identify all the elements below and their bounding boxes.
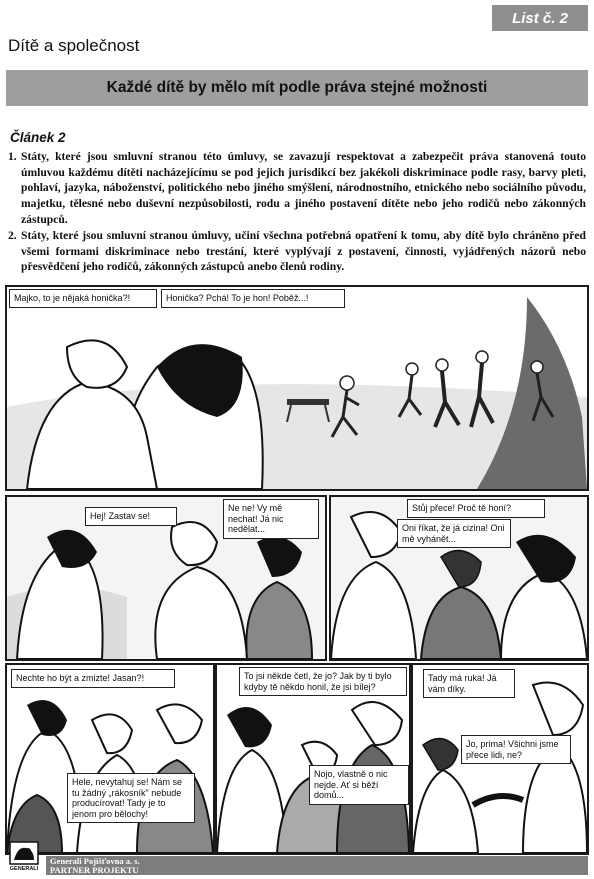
panel-4-illustration [7,665,213,853]
clause-text: Státy, které jsou smluvní stranou úmluvy, učiní všechna potřebná opatření k tomu, aby dítě bylo chráněno před všemi formami diskriminace nebo trestání, které vyplývají z postavení, činnosti, vyjádřených názorů nebo přesvědčení jeho rodičů, zákonných zástupců anebo členů rodiny. [21,229,586,274]
clause-number: 1. [8,150,17,163]
speech-bubble: Tady má ruka! Já vám díky. [423,669,515,698]
panel-1-illustration [7,287,587,489]
clause-number: 2. [8,229,17,242]
comic-panel-5 [215,663,411,855]
comic-panel-1 [5,285,589,491]
article-clause-2 [8,228,586,275]
page-title: Dítě a společnost [8,36,140,55]
article-heading: Článek 2 [10,130,66,145]
speech-bubble: Hele, nevytahuj se! Nám se tu žádný „rákosník" nebude producírovat! Tady je to jenom pro bělochy! [67,773,195,823]
speech-bubble: Nechte ho být a zmizte! Jasan?! [11,669,175,688]
banner-text: Každé dítě by mělo mít podle práva stejné možnosti [106,79,488,96]
speech-bubble: Honička? Pchá! To je hon! Poběž...! [161,289,345,308]
generali-logo [6,840,42,876]
speech-bubble: To jsi někde četl, že jo? Jak by ti bylo kdyby tě někdo honil, že jsi bílej? [239,667,407,696]
comic-panel-3 [329,495,589,661]
footer-partner-text [50,857,140,875]
speech-bubble: Stůj přece! Proč tě honí? [407,499,545,518]
speech-bubble: Jo, prima! Všichni jsme přece lidi, ne? [461,735,571,764]
speech-bubble: Ne ne! Vy mě nechat! Já nic nedělat... [223,499,319,539]
logo-wordmark: GENERALI [9,866,39,872]
comic-panel-4 [5,663,215,855]
speech-bubble: Majko, to je nějaká honička?! [9,289,157,308]
comic-panel-6 [411,663,589,855]
comic-panel-2 [5,495,327,661]
footer-line-2: PARTNER PROJEKTU [50,865,139,875]
speech-bubble: Nojo, vlastně o nic nejde. Ať si běží domů... [309,765,409,805]
sheet-number-tab: List č. 2 [492,5,588,31]
article-clause-1 [8,149,586,228]
clause-text: Státy, které jsou smluvní stranou této úmluvy, se zavazují respektovat a zabezpečit práva stanovená touto úmluvou každému dítěti nacházejícímu se pod jejich jurisdikcí bez jakékoli diskriminace podle rasy, barvy pleti, pohlaví, jazyka, náboženství, politického nebo jiného smýšlení, národnostního, etnického nebo sociálního původu, majetku, tělesné nebo duševní nezpůsobilosti, rodu a jiného postavení dítěte nebo jeho rodičů nebo zákonných zástupců. [21,150,586,226]
speech-bubble: Hej! Zastav se! [85,507,177,526]
speech-bubble: Oni říkat, že já cizina! Oni mě vyhánět... [397,519,511,548]
lion-icon [6,840,42,866]
topic-banner [6,70,588,106]
footer-line-1: Generali Pojišťovna a. s. [50,856,140,866]
